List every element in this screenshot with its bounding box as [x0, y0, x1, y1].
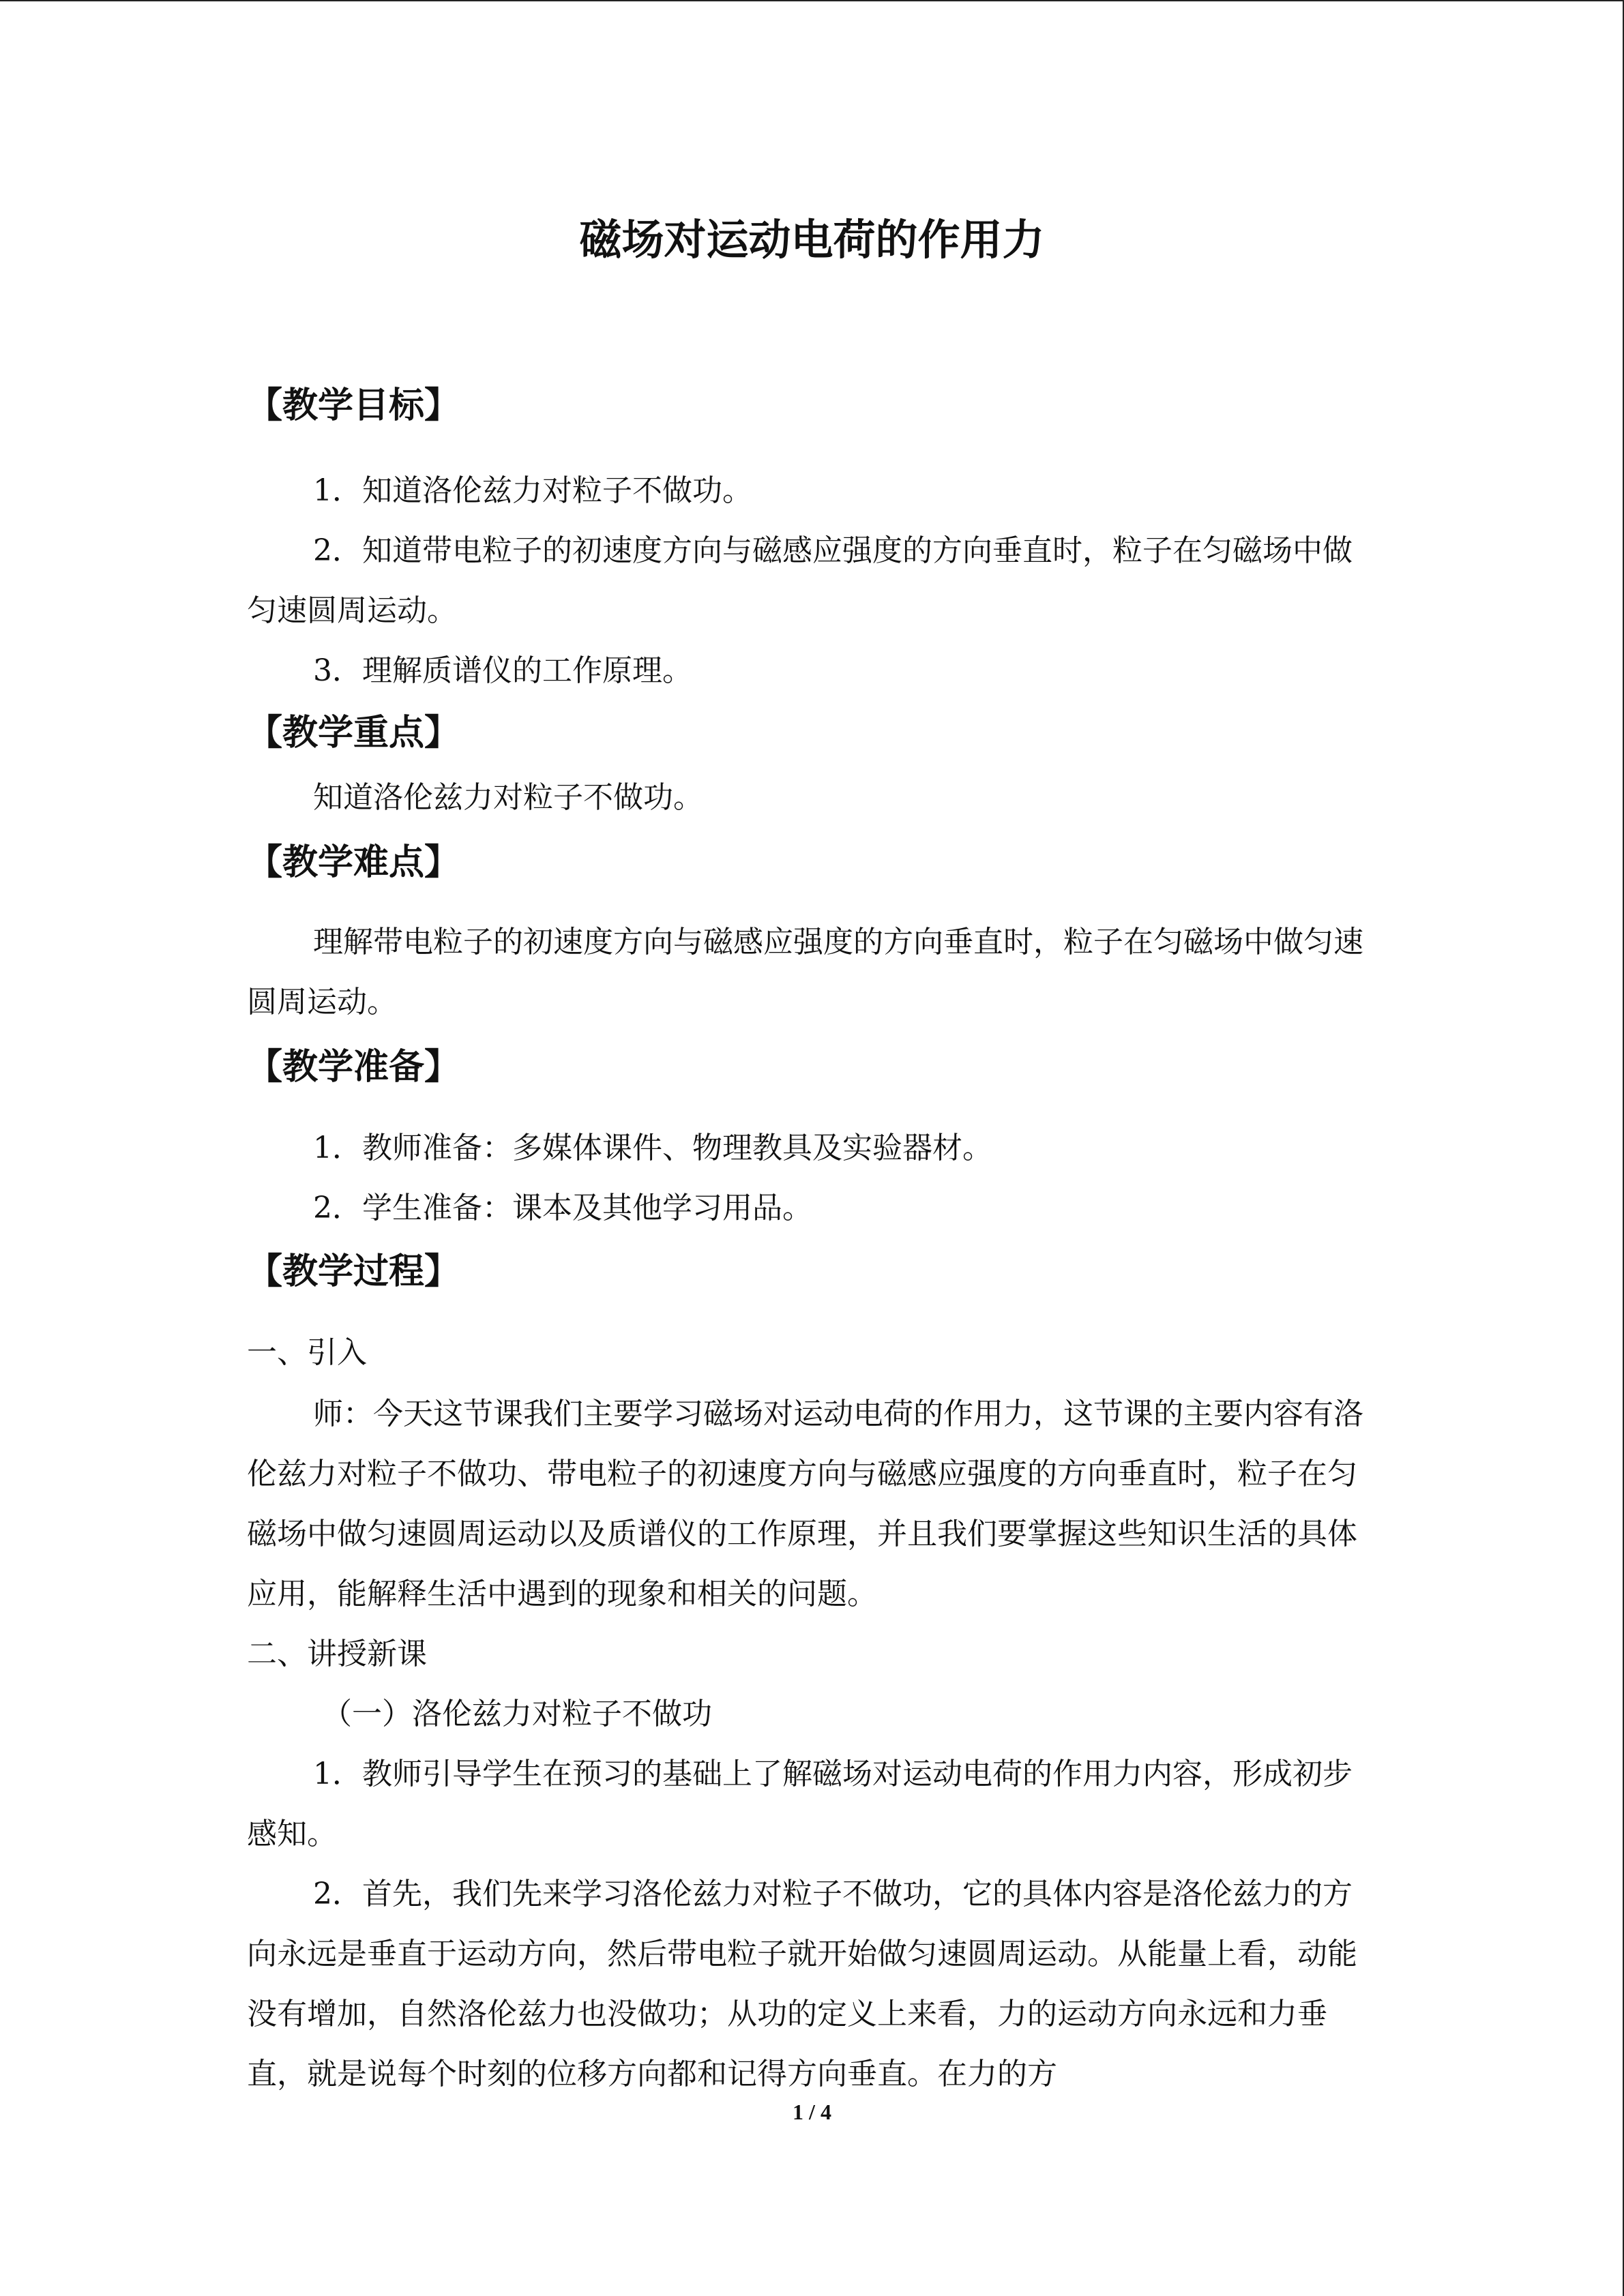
- heading-objectives: 【教学目标】: [247, 385, 460, 426]
- heading-key-points: 【教学重点】: [247, 713, 460, 754]
- sub1-item-1: 1．教师引导学生在预习的基础上了解磁场对运动电荷的作用力内容，形成初步感知。: [247, 1757, 1353, 1851]
- key-points-text: 知道洛伦兹力对粒子不做功。: [313, 780, 703, 815]
- document-title: 磁场对运动电荷的作用力: [579, 215, 1045, 265]
- heading-preparation: 【教学准备】: [247, 1047, 460, 1088]
- objective-item-3: 3．理解质谱仪的工作原理。: [313, 653, 692, 688]
- part2-title: 二、讲授新课: [247, 1637, 427, 1671]
- page-number: 1 / 4: [793, 2100, 831, 2124]
- preparation-item-1: 1．教师准备：多媒体课件、物理教具及实验器材。: [313, 1131, 992, 1165]
- heading-difficulties: 【教学难点】: [247, 842, 460, 883]
- objective-item-2: 2．知道带电粒子的初速度方向与磁感应强度的方向垂直时，粒子在匀磁场中做匀速圆周运动。: [247, 533, 1353, 628]
- preparation-item-2: 2．学生准备：课本及其他学习用品。: [313, 1191, 812, 1225]
- heading-process: 【教学过程】: [247, 1251, 460, 1292]
- objective-item-1: 1．知道洛伦兹力对粒子不做功。: [313, 473, 752, 508]
- sub1-item-2: 2．首先，我们先来学习洛伦兹力对粒子不做功，它的具体内容是洛伦兹力的方向永远是垂直于运动方向，然后带电粒子就开始做匀速圆周运动。从能量上看，动能没有增加，自然洛伦兹力也没做功；从功的定义上来看，力的运动方向永远和力垂直，就是说每个时刻的位移方向都和记得方向垂直。在力的方: [247, 1877, 1357, 2091]
- sub1-title: （一）洛伦兹力对粒子不做功: [322, 1697, 712, 1731]
- difficulties-text: 理解带电粒子的初速度方向与磁感应强度的方向垂直时，粒子在匀磁场中做匀速圆周运动。: [247, 925, 1363, 1019]
- part1-text: 师：今天这节课我们主要学习磁场对运动电荷的作用力，这节课的主要内容有洛伦兹力对粒子不做功、带电粒子的初速度方向与磁感应强度的方向垂直时，粒子在匀磁场中做匀速圆周运动以及质谱仪的工作原理，并且我们要掌握这些知识生活的具体应用，能解释生活中遇到的现象和相关的问题。: [247, 1397, 1363, 1611]
- part1-title: 一、引入: [247, 1335, 367, 1370]
